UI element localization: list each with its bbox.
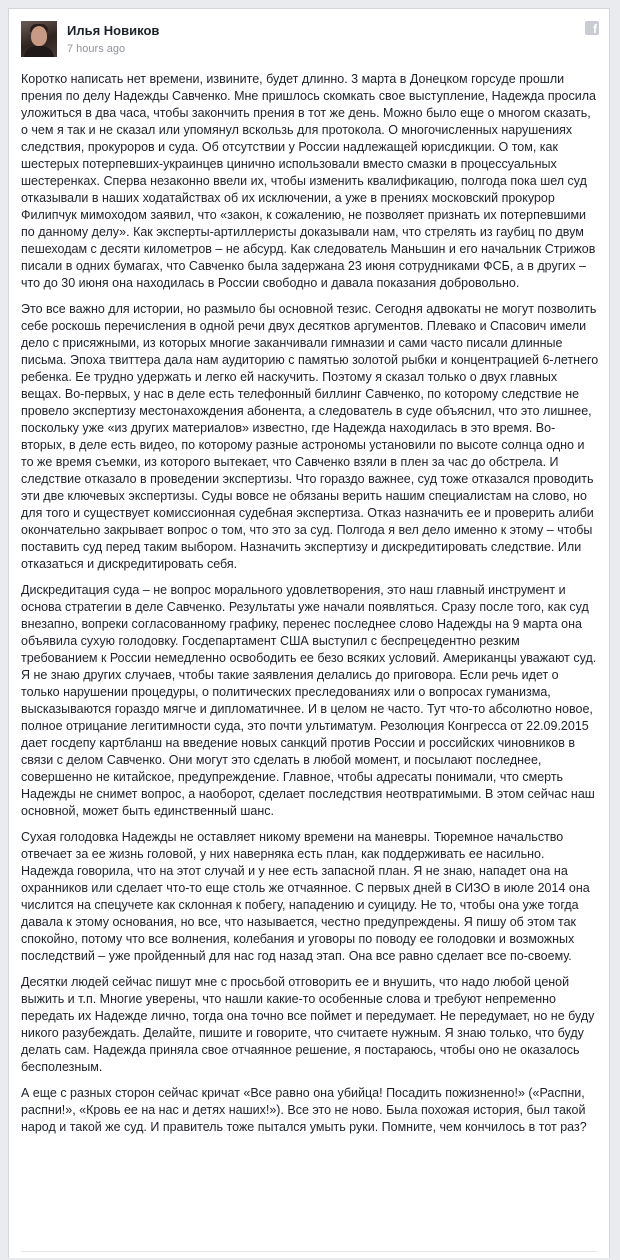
post-paragraph-6: А еще с разных сторон сейчас кричат «Все равно она убийца! Посадить пожизненно!» («Распни, распни!», «Кровь ее на нас и детях наших!»). Все это не ново. Была похожая история, был такой народ и такой же суд. И правитель тоже пытался умыть руки. Помните, чем кончилось в тот раз?	[21, 1086, 587, 1134]
post-paragraph-1: Коротко написать нет времени, извините, будет длинно. 3 марта в Донецком горсуде прошли прения по делу Надежды Савченко. Мне пришлось скомкать свое выступление, Надежда просила уложиться в два часа, чтобы закончить прения в тот же день. Можно было еще о многом сказать, о чем я так и не сказал или упомянул вскользь для протокола. О многочисленных нарушениях следствия, прокуроров и суда. Об отсутствии у России надлежащей юрисдикции. О том, как шестерых потерпевших-украинцев цинично использовали вместо смазки в процессуальных шестеренках. Сперва незаконно ввели их, чтобы изменить квалификацию, полгода пока шел суд отказывали в наших ходатайствах об их исключении, а уже в прениях московский прокурор Филипчук мимоходом заявил, что «закон, к сожалению, не позволяет признать их потерпевшими по данному делу». Как эксперты-артиллеристы доказывали нам, что стрелять из гаубиц по двум пешеходам с десяти километров – не абсурд. Как следователь Маньшин и его начальник Стрижов писали в одних бумагах, что Савченко была задержана 23 июня сотрудниками ФСБ, а в других – что до 30 июня она находилась в России свободно и давала показания добровольно.	[21, 72, 596, 290]
avatar[interactable]	[21, 21, 57, 57]
avatar-shoulders	[24, 46, 54, 57]
post-card	[8, 8, 610, 1258]
post-paragraph-4: Сухая голодовка Надежды не оставляет никому времени на маневры. Тюремное начальство отвечает за ее жизнь головой, у них наверняка есть план, как поддерживать ее насильно. Надежда говорила, что на этот случай и у нее есть запасной план. Я не знаю, нападет она на охранников или сделает что-то еще столь же отчаянное. С первых дней в СИЗО в июле 2014 она числится на спецучете как склонная к побегу, нападению и суициду. Не то, чтобы она уже тогда давала к этому основания, но все, что называется, честно предупреждены. Я пишу об этом так спокойно, потому что все волнения, колебания и уговоры по поводу ее голодовки и возможных последствий – уже пройденный для нас год назад этап. Она все равно сделает все по-своему.	[21, 830, 590, 963]
avatar-face	[31, 26, 47, 46]
post-body	[21, 71, 599, 1145]
post-header	[9, 9, 609, 67]
author-name[interactable]: Илья Новиков	[67, 23, 160, 38]
post-paragraph-2: Это все важно для истории, но размыло бы основной тезис. Сегодня адвокаты не могут позволить себе роскошь перечисления в одной речи двух десятков аргументов. Плевако и Спасович имели дело с присяжными, из которых многие заканчивали гимназии и сами часто писали длинные письма. Эпоха твиттера дала нам аудиторию с памятью золотой рыбки и концентрацией 6-летнего ребенка. Ее трудно удержать и легко ей наскучить. Поэтому я сказал только о двух главных вещах. Во-первых, у нас в деле есть телефонный биллинг Савченко, по которому следствие не провело экспертизу местонахождения абонента, а следователь в суде объяснил, что это лишнее, поскольку уже «из других материалов» известно, где Надежда находилась в это время. Во-вторых, в деле есть видео, по которому разные астрономы установили по высоте солнца одно и то же время съемки, из которого вытекает, что Савченко взяли в плен за час до обстрела. И следствие отказало в проведении экспертизы. Что гораздо важнее, суд тоже отказался проводить эти две ключевых экспертизы. Суды вовсе не обязаны верить нашим специалистам на слово, но для того и существует комиссионная судебная экспертиза. Отказ назначить ее и проверить алиби окончательно закрывает вопрос о том, что это за суд. Полгода я вел дело именно к этому – чтобы поставить суд перед таким выбором. Назначить экспертизу и дискредитировать следствие. Или отказаться и дискредитировать себя.	[21, 302, 599, 571]
facebook-icon[interactable]: f	[585, 21, 599, 35]
post-paragraph-3: Дискредитация суда – не вопрос морального удовлетворения, это наш главный инструмент и основа стратегии в деле Савченко. Результаты уже начали появляться. Сразу после того, как суд внезапно, вопреки согласованному графику, перенес последнее слово Надежды на 9 марта она объявила сухую голодовку. Госдепартамент США выступил с беспрецедентно резким требованием к России немедленно освободить ее безо всяких условий. Американцы уважают суд. Я не знаю других случаев, чтобы такие заявления делались до приговора. Если речь идет о только нарушении процедуры, о политических преследованиях или о вопросах гуманизма, высказываются гораздо мягче и дипломатичнее. И в целом не часто. Тут что-то абсолютно новое, полное отрицание легитимности суда, это почти ультиматум. Резолюция Конгресса от 22.09.2015 дает госдепу картбланш на введение новых санкций против России и российских чиновников в связи с делом Савченко. Они могут это сделать в любой момент, и посылают последнее, совершенно не китайское, предупреждение. Главное, чтобы адресаты понимали, что смерть Надежды не снимет вопрос, а наоборот, сделает последствия неотвратимыми. В этом сейчас наш основной, может быть единственный шанс.	[21, 583, 597, 818]
post-paragraph-5: Десятки людей сейчас пишут мне с просьбой отговорить ее и внушить, что надо любой ценой выжить и т.п. Многие уверены, что нашли какие-то особенные слова и требуют непременно передать их Надежде лично, тогда она точно все поймет и передумает. Не передумает, но не буду никого разубеждать. Делайте, пишите и говорите, что считаете нужным. Я знаю только, что буду делать сам. Надежда приняла свое отчаянное решение, я постараюсь, чтобы оно не оказалось бесполезным.	[21, 975, 595, 1074]
post-timestamp[interactable]: 7 hours ago	[67, 43, 126, 55]
footer-divider	[21, 1251, 597, 1252]
